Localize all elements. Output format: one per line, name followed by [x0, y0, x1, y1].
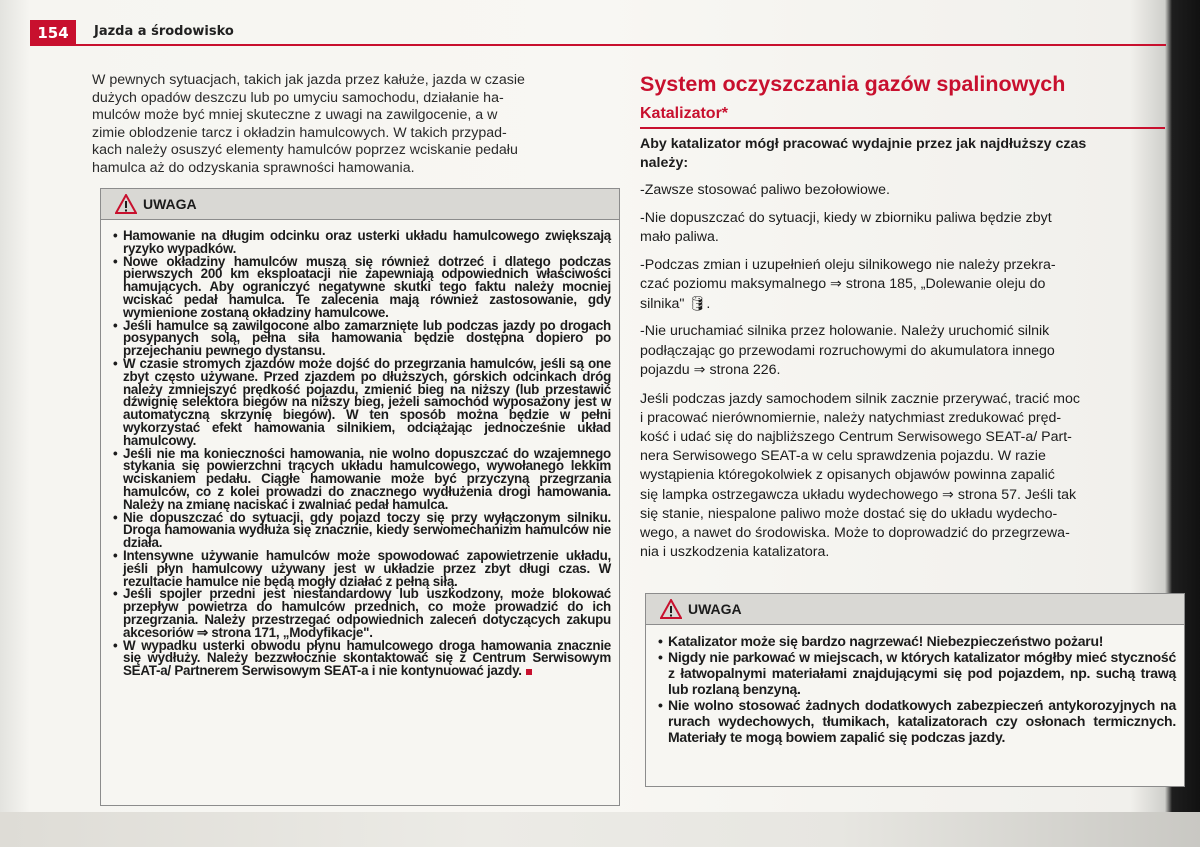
body-line: nera Serwisowego SEAT-a w celu sprawdzenia pojazdu. W razie: [640, 448, 1046, 465]
dash-item: [640, 181, 1160, 201]
warning-label: UWAGA: [688, 601, 742, 617]
brake-warning-box: [100, 188, 620, 806]
dash-line: pojazdu ⇒ strona 226.: [640, 362, 781, 378]
lead-line: należy:: [640, 155, 689, 171]
intro-line: hamulca aż do odzyskania sprawności hamowania.: [92, 159, 415, 176]
dash-item: [640, 322, 1160, 381]
warning-item: • Nie wolno stosować żadnych dodatkowych zabezpieczeń antykorozyjnych na rurach wydechowych, tłumikach, katalizatorach czy osłonach termicznych. Materiały te mogą bowiem zapalić się podczas jazdy.: [658, 697, 1176, 745]
dash-line: -Nie dopuszczać do sytuacji, kiedy w zbiorniku paliwa będzie zbyt: [640, 209, 1052, 226]
dash-item: [640, 209, 1160, 248]
intro-line: W pewnych sytuacjach, takich jak jazda przez kałuże, jazda w czasie: [92, 72, 525, 88]
dash-line: mało paliwa.: [640, 229, 719, 245]
dash-line: -Podczas zmian i uzupełnień oleju silnikowego nie należy przekra-: [640, 256, 1056, 273]
body-line: i pracować nierównomiernie, należy natychmiast zredukować pręd-: [640, 409, 1062, 426]
right-column: [640, 70, 1160, 562]
section-end-mark: [526, 669, 532, 675]
dash-line: podłączając go przewodami rozruchowymi do akumulatora innego: [640, 342, 1055, 359]
warning-item: • Nigdy nie parkować w miejscach, w których katalizator mógłby mieć styczność z łatwopalnymi materiałami znajdującymi się pod pojazdem, np. suchą trawą lub rozlaną benzyną.: [658, 649, 1176, 697]
warning-item: • Nie dopuszczać do sytuacji, gdy pojazd toczy się przy wyłączonym silniku. Droga hamowania wydłuża się znacznie, kiedy serwomechanizm hamulców nie działa.: [113, 509, 611, 551]
lead-text: [640, 135, 1160, 173]
warning-list: [646, 625, 1184, 745]
warning-header: [646, 594, 1184, 625]
body-line: Jeśli podczas jazdy samochodem silnik zacznie przerywać, tracić moc: [640, 390, 1080, 407]
catalyst-warning-box: [645, 593, 1185, 787]
warning-header: [101, 189, 619, 220]
running-title: Jazda a środowisko: [94, 24, 234, 39]
bottom-band: [0, 812, 1200, 847]
warning-item: • Nowe okładziny hamulców muszą się również dotrzeć i dlatego podczas pierwszych 200 km eksploatacji nie zapewniają odpowiednich właściwości hamujących. Aby ograniczyć negatywne skutki tego faktu należy mocniej wciskać pedał hamulca. Te zalecenia mają również zastosowanie, gdy wymienione zostaną okładziny hamulcowe.: [113, 253, 611, 320]
intro-line: zimie oblodzenie tarcz i okładzin hamulcowych. W takich przypad-: [92, 124, 507, 141]
intro-paragraph: [92, 72, 617, 178]
page-number: 154: [30, 20, 76, 46]
dash-line: silnika" 🛢.: [640, 295, 711, 312]
body-line: wystąpienia któregokolwiek z opisanych objawów powinna zapalić: [640, 467, 1055, 484]
header-rule: [76, 44, 1166, 46]
lead-line: Aby katalizator mógł pracować wydajnie przez jak najdłuższy czas: [640, 136, 1087, 152]
subsection-rule: [640, 127, 1165, 129]
warning-item: • Katalizator może się bardzo nagrzewać! Niebezpieczeństwo pożaru!: [658, 633, 1104, 649]
warning-item: • Jeśli spojler przedni jest niestandardowy lub uszkodzony, może blokować przepływ powietrza do hamulców przednich, co może prowadzić do ich przegrzania. Należy przestrzegać odpowiednich zaleceń dotyczących zakupu akcesoriów ⇒ strona 171, „Modyfikacje".: [113, 586, 611, 640]
warning-item: • Jeśli hamulce są zawilgocone albo zamarznięte lub podczas jazdy po drogach posypanych solą, pełna siła hamowania będzie dostępna dopiero po przejechaniu pewnego dystansu.: [113, 317, 611, 359]
warning-item: • Intensywne używanie hamulców może spowodować zapowietrzenie układu, jeśli płyn hamulcowy używany jest w układzie przez zbyt długi czas. W rezultacie hamulce nie będą mogły działać z pełną siłą.: [113, 547, 611, 589]
body-line: się stanie, niespalone paliwo może dostać się do układu wydecho-: [640, 505, 1058, 522]
warning-triangle-icon: [660, 599, 682, 619]
body-paragraph: [640, 390, 1160, 563]
warning-triangle-icon: [115, 194, 137, 214]
body-line: nia i uszkodzenia katalizatora.: [640, 544, 830, 561]
warning-item: • W wypadku usterki obwodu płynu hamulcowego droga hamowania znacznie się wydłuży. Należy bezzwłocznie skontaktować się z Centrum Serwisowym SEAT-a/ Partnerem Serwisowym SEAT-a i nie kontynuować jazdy.: [113, 637, 611, 679]
left-column: [92, 72, 617, 178]
dash-line: -Nie uruchamiać silnika przez holowanie. Należy uruchomić silnik: [640, 323, 1050, 339]
warning-item: • W czasie stromych zjazdów może dojść do przegrzania hamulców, jeśli są one zbyt często używane. Przed zjazdem po dłuższych, górskich odcinkach dróg należy zmniejszyć prędkość pojazdu, zmienić bieg na niższy (lub przestawić dźwignię selektora biegów na niższy bieg, jeżeli samochód wyposażony jest w automatyczną skrzynię biegów). W ten sposób można będzie w pełni wykorzystać efekt hamowania silnikiem, odciążając jednocześnie układ hamulcowy.: [113, 355, 611, 448]
section-title: System oczyszczania gazów spalinowych: [640, 72, 1066, 96]
intro-line: dużych opadów deszczu lub po umyciu samochodu, działanie ha-: [92, 89, 504, 106]
body-line: wego, a nawet do środowiska. Może to doprowadzić do przegrzewa-: [640, 524, 1070, 541]
warning-label: UWAGA: [143, 196, 197, 212]
dash-item: [640, 256, 1160, 315]
intro-line: kach należy osuszyć elementy hamulców poprzez wciskanie pedału: [92, 142, 518, 159]
dash-line: czać poziomu maksymalnego ⇒ strona 185, „Dolewanie oleju do: [640, 276, 1046, 292]
subsection-title: Katalizator*: [640, 105, 729, 122]
warning-item: • Jeśli nie ma konieczności hamowania, nie wolno dopuszczać do wzajemnego stykania się powierzchni trących układu hamulcowego, wywołanego lekkim wciskaniem pedału. Ciągłe hamowanie może być przyczyną przegrzania hamulców, co z kolei prowadzi do znacznego wydłużenia drogi hamowania. Należy na zmianę naciskać i zwalniać pedał hamulca.: [113, 445, 611, 512]
warning-list: [101, 220, 619, 678]
intro-line: mulców może być mniej skuteczne z uwagi na zawilgocenie, a w: [92, 107, 498, 124]
body-line: kość i udać się do najbliższego Centrum Serwisowego SEAT-a/ Part-: [640, 428, 1072, 445]
body-line: się lampka ostrzegawcza układu wydechowego ⇒ strona 57. Jeśli tak: [640, 486, 1077, 503]
warning-item: • Hamowanie na długim odcinku oraz usterki układu hamulcowego zwiększają ryzyko wypadków.: [113, 228, 611, 256]
dash-line: -Zawsze stosować paliwo bezołowiowe.: [640, 182, 890, 198]
